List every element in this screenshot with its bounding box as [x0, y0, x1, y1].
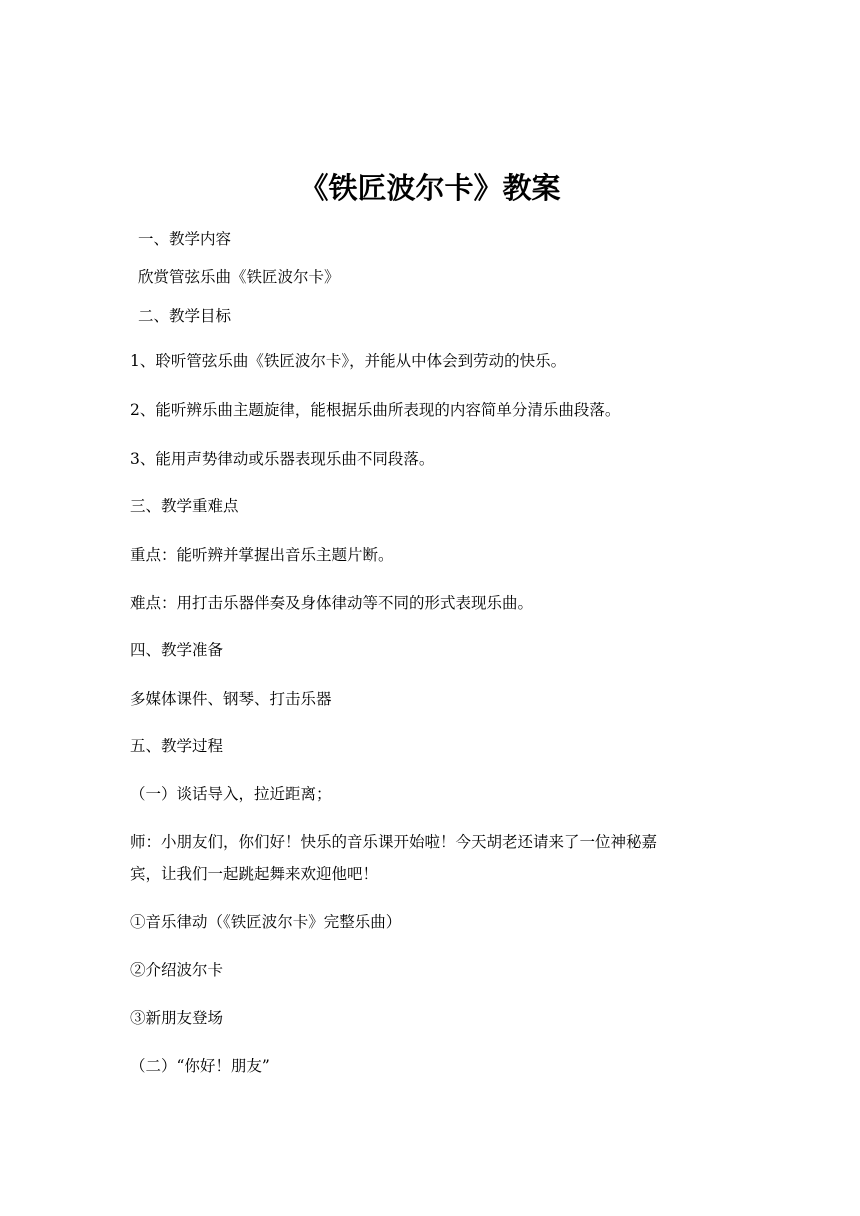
goal-item-1: 1、聆听管弦乐曲《铁匠波尔卡》，并能从中体会到劳动的快乐。	[130, 352, 567, 370]
materials-text: 多媒体课件、钢琴、打击乐器	[130, 690, 332, 708]
activity-item-2: ②介绍波尔卡	[130, 961, 224, 979]
goal-item-2: 2、能听辨乐曲主题旋律，能根据乐曲所表现的内容简单分清乐曲段落。	[130, 401, 621, 419]
difficult-point-text: 难点：用打击乐器伴奏及身体律动等不同的形式表现乐曲。	[130, 594, 534, 612]
section-heading-process: 五、教学过程	[130, 737, 224, 755]
step-heading-2: （二）“你好！朋友”	[130, 1057, 270, 1075]
teacher-dialogue-line-1: 师：小朋友们，你们好！快乐的音乐课开始啦！今天胡老还请来了一位神秘嘉	[130, 833, 658, 851]
activity-item-3: ③新朋友登场	[130, 1009, 224, 1027]
step-heading-1: （一）谈话导入，拉近距离；	[130, 785, 332, 803]
teaching-content-text: 欣赏管弦乐曲《铁匠波尔卡》	[138, 268, 340, 286]
document-title: 《铁匠波尔卡》教案	[299, 171, 561, 205]
teacher-dialogue-line-2: 宾，让我们一起跳起舞来欢迎他吧！	[130, 865, 379, 883]
section-heading-key-points: 三、教学重难点	[130, 497, 239, 515]
key-point-text: 重点：能听辨并掌握出音乐主题片断。	[130, 546, 394, 564]
goal-item-3: 3、能用声势律动或乐器表现乐曲不同段落。	[130, 450, 435, 468]
activity-item-1: ①音乐律动（《铁匠波尔卡》完整乐曲）	[130, 913, 402, 931]
section-heading-teaching-content: 一、教学内容	[138, 230, 232, 248]
section-heading-preparation: 四、教学准备	[130, 641, 224, 659]
section-heading-teaching-goals: 二、教学目标	[138, 307, 232, 325]
